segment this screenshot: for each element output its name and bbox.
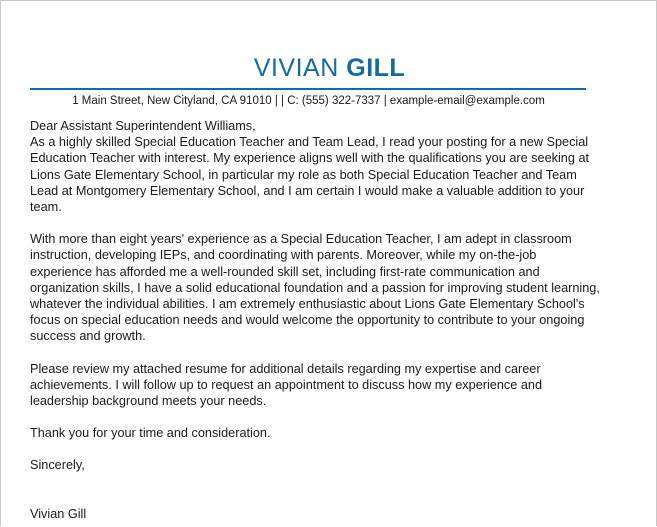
paragraph-spacer: [30, 441, 640, 457]
salutation: Dear Assistant Superintendent Williams,: [30, 119, 256, 133]
paragraph-line: Education Teacher with interest. My experience aligns well with the qualifications you are seeking at: [30, 151, 590, 166]
paragraph-1: [30, 134, 640, 215]
paragraph-line: Please review my attached resume for additional details regarding my expertise and career: [30, 361, 541, 376]
paragraph-line: success and growth.: [30, 329, 146, 344]
paragraph-3: [30, 361, 640, 410]
closing: Sincerely,: [30, 458, 85, 473]
paragraph-2: [30, 231, 640, 344]
contact-line: 1 Main Street, New Cityland, CA 91010 | | C: (555) 322-7337 | example-email@example.com: [72, 95, 545, 107]
paragraph-line: leadership background meets your needs.: [30, 394, 267, 409]
paragraph-line: Lead at Montgomery Elementary School, and I am certain I would make a valuable addition to your: [30, 183, 585, 198]
header-divider: [30, 88, 586, 90]
paragraph-line: experience has afforded me a well-rounded skill set, including first-rate communication and: [30, 264, 540, 279]
paragraph-line: With more than eight years' experience as a Special Education Teacher, I am adept in classroom: [30, 232, 572, 247]
signature-name: Vivian Gill: [30, 506, 87, 521]
last-name: GILL: [346, 54, 406, 82]
thank-you-line: Thank you for your time and consideration.: [30, 426, 271, 441]
paragraph-line: team.: [30, 200, 62, 215]
paragraph-line: As a highly skilled Special Education Teacher and Team Lead, I read your posting for a new Special: [30, 135, 589, 150]
paragraph-line: focus on special education needs and would welcome the opportunity to contribute to your ongoing: [30, 313, 585, 328]
signature-spacer: [30, 474, 640, 490]
paragraph-line: instruction, developing IEPs, and coordinating with parents. Moreover, while my on-the-job: [30, 248, 537, 263]
paragraph-line: organization skills, I have a solid educational foundation and a passion for improving student learning,: [30, 280, 600, 295]
signature-spacer: [30, 490, 640, 506]
paragraph-spacer: [30, 215, 640, 231]
paragraph-spacer: [30, 345, 640, 361]
first-name: VIVIAN: [253, 54, 339, 82]
applicant-name: [1, 53, 657, 83]
paragraph-line: Lions Gate Elementary School, in particular my role as both Special Education Teacher and Team: [30, 167, 577, 182]
paragraph-line: whatever the individual abilities. I am extremely enthusiastic about Lions Gate Elementary School's: [30, 297, 585, 312]
paragraph-spacer: [30, 409, 640, 425]
letter-body: [30, 118, 640, 522]
paragraph-line: achievements. I will follow up to request an appointment to discuss how my experience and: [30, 377, 543, 392]
